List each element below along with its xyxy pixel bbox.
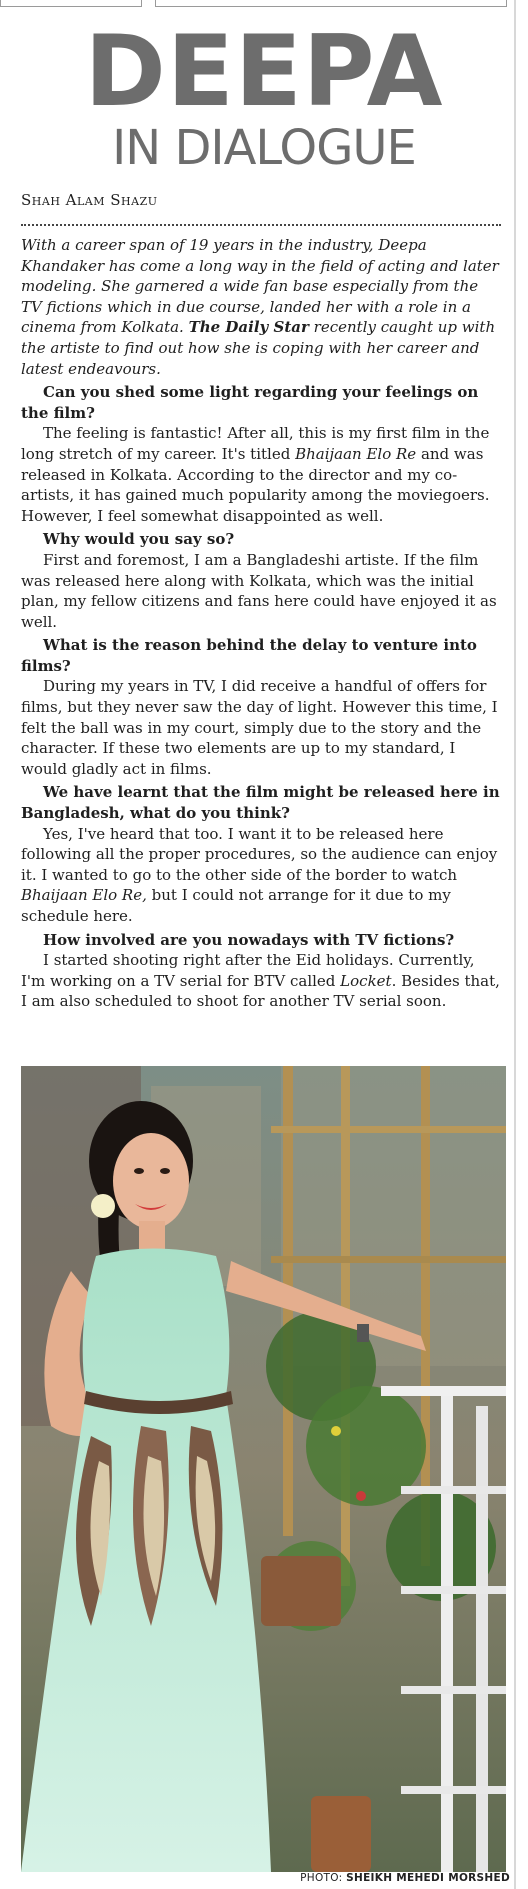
answer-1: The feeling is fantastic! After all, this is my first film in the long stretch of my career. It's titled Bhaijaan Elo Re and was released in Kolkata. According to the director and my co-artists, it has gained much popularity among the moviegoers. However, I feel somewhat disappointed as well. bbox=[21, 424, 490, 525]
portrait-photo bbox=[21, 1066, 506, 1872]
dotted-divider bbox=[21, 224, 501, 226]
column-rule bbox=[514, 0, 516, 1889]
serial-title: Locket bbox=[340, 971, 392, 990]
headline-name: DEEPA bbox=[84, 15, 444, 129]
photographer-name: SHEIKH MEHEDI MORSHED bbox=[346, 1872, 510, 1884]
photo-credit: PHOTO: SHEIKH MEHEDI MORSHED bbox=[300, 1872, 510, 1884]
intro-paragraph: With a career span of 19 years in the industry, Deepa Khandaker has come a long way in the field of acting and later modeling. She garnered a wide fan base especially from the TV fictions which in due course, landed her with a role in a cinema from Kolkata. The Daily Star recently caught up with the artiste to find out how she is coping with her career and latest endeavours. bbox=[21, 236, 499, 378]
question-1: Can you shed some light regarding your feelings on the film? bbox=[21, 383, 479, 422]
headline-subtitle: IN DIALOGUE bbox=[112, 120, 416, 176]
answer-4: Yes, I've heard that too. I want it to be released here following all the proper procedures, so the audience can enjoy it. I wanted to go to the other side of the border to watch Bhaijaan Elo Re, but I could not arrange for it due to my schedule here. bbox=[21, 824, 498, 925]
article-body bbox=[21, 235, 501, 1012]
top-frame-left bbox=[0, 0, 142, 7]
question-4: We have learnt that the film might be released here in Bangladesh, what do you think? bbox=[21, 783, 500, 823]
question-3: What is the reason behind the delay to venture into films? bbox=[21, 636, 477, 675]
question-5: How involved are you nowadays with TV fictions? bbox=[43, 930, 455, 949]
top-frame-right bbox=[155, 0, 507, 7]
byline: Shah Alam Shazu bbox=[21, 191, 158, 209]
film-title: Bhaijaan Elo Re bbox=[295, 444, 417, 463]
question-2: Why would you say so? bbox=[43, 530, 235, 549]
answer-5: I started shooting right after the Eid holidays. Currently, I'm working on a TV serial for BTV called Locket. Besides that, I am also scheduled to shoot for another TV serial soon. bbox=[21, 951, 500, 1011]
film-title: Bhaijaan Elo Re, bbox=[21, 886, 147, 905]
answer-3: During my years in TV, I did receive a handful of offers for films, but they never saw the day of light. However this time, I felt the ball was in my court, simply due to the story and the character. If these two elements are up to my standard, I would gladly act in films. bbox=[21, 677, 498, 778]
publication-name: The Daily Star bbox=[188, 318, 309, 337]
answer-2: First and foremost, I am a Bangladeshi artiste. If the film was released here along with Kolkata, which was the initial plan, my fellow citizens and fans here could have enjoyed it as well. bbox=[21, 550, 497, 631]
